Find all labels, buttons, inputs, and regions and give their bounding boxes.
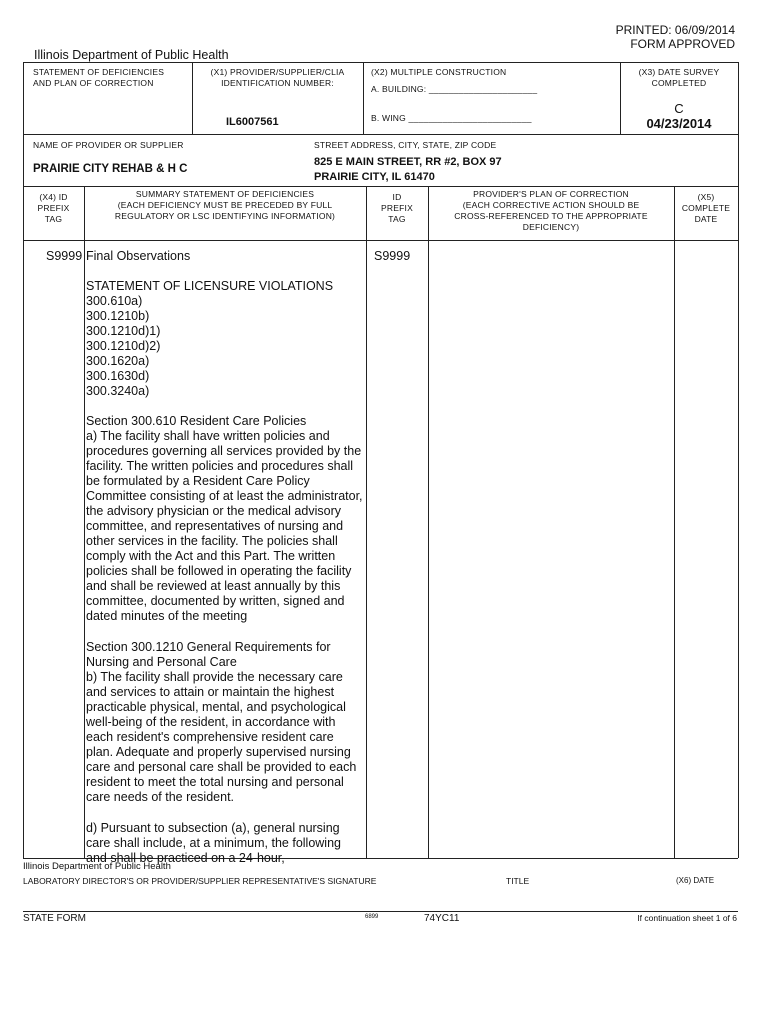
code-item: 300.1210d)1) bbox=[86, 324, 161, 338]
provider-name-label: NAME OF PROVIDER OR SUPPLIER bbox=[33, 140, 184, 150]
survey-code: C bbox=[674, 101, 684, 116]
tag-right: S9999 bbox=[374, 249, 411, 263]
address-label: STREET ADDRESS, CITY, STATE, ZIP CODE bbox=[314, 140, 497, 150]
x3-label-1: (X3) DATE SURVEY bbox=[638, 67, 720, 77]
state-form-label: STATE FORM bbox=[23, 913, 86, 924]
code-item: 300.1630d) bbox=[86, 369, 150, 383]
signature-label: LABORATORY DIRECTOR'S OR PROVIDER/SUPPLIER REPRESENTATIVE'S SIGNATURE bbox=[23, 876, 377, 886]
tag-left: S9999 bbox=[46, 249, 83, 263]
form-code: 74YC11 bbox=[424, 913, 460, 924]
violations-heading: STATEMENT OF LICENSURE VIOLATIONS bbox=[86, 279, 334, 293]
footer-agency: Illinois Department of Public Health bbox=[23, 861, 171, 872]
plan-header-1: PROVIDER'S PLAN OF CORRECTION bbox=[473, 189, 629, 199]
id-header-3: TAG bbox=[388, 214, 406, 224]
x1-label-1: (X1) PROVIDER/SUPPLIER/CLIA bbox=[210, 67, 345, 77]
summary-header-3: REGULATORY OR LSC IDENTIFYING INFORMATION) bbox=[114, 211, 336, 221]
x3-label-2: COMPLETED bbox=[651, 78, 707, 88]
x4-header-2: PREFIX bbox=[37, 203, 70, 213]
code-list bbox=[86, 294, 364, 399]
x2-label: (X2) MULTIPLE CONSTRUCTION bbox=[371, 67, 507, 77]
continuation-sheet: If continuation sheet 1 of 6 bbox=[637, 913, 737, 923]
code-item: 300.1210b) bbox=[86, 309, 150, 323]
code-item: 300.1210d)2) bbox=[86, 339, 161, 353]
x5-header-1: (X5) bbox=[697, 192, 715, 202]
plan-header-2: (EACH CORRECTIVE ACTION SHOULD BE bbox=[462, 200, 640, 210]
summary-header-2: (EACH DEFICIENCY MUST BE PRECEDED BY FULL bbox=[117, 200, 333, 210]
code-item: 300.3240a) bbox=[86, 384, 150, 398]
plan-header-4: DEFICIENCY) bbox=[522, 222, 580, 232]
observation-title: Final Observations bbox=[86, 249, 191, 263]
wing-line: B. WING _________________________ bbox=[371, 113, 532, 123]
provider-id: IL6007561 bbox=[226, 116, 279, 128]
form-approved: FORM APPROVED bbox=[630, 37, 735, 51]
address-line-2: PRAIRIE CITY, IL 61470 bbox=[314, 171, 435, 183]
survey-date: 04/23/2014 bbox=[646, 116, 712, 131]
statement-label-1: STATEMENT OF DEFICIENCIES bbox=[33, 67, 165, 77]
paragraph-nursing-care: d) Pursuant to subsection (a), general nursing care shall include, at a minimum, the following and shall be practiced on a 24-hour, bbox=[86, 821, 341, 865]
date-label: (X6) DATE bbox=[676, 876, 715, 885]
code-item: 300.610a) bbox=[86, 294, 143, 308]
id-header-2: PREFIX bbox=[381, 203, 413, 213]
x5-header-3: DATE bbox=[694, 214, 718, 224]
paragraph-general-requirements: Section 300.1210 General Requirements for Nursing and Personal Care b) The facility shall provide the necessary care and services to attain or maintain the highest practicable physical, mental, and psychological well-being of the resident, in accordance with each resident's comprehensive resident care plan. Adequate and properly supervised nursing care and personal care shall be provided to each resident to meet the total nursing and personal care needs of the resident. bbox=[86, 640, 357, 804]
x4-header-1: (X4) ID bbox=[39, 192, 68, 202]
address-line-1: 825 E MAIN STREET, RR #2, BOX 97 bbox=[314, 156, 502, 168]
x4-header-3: TAG bbox=[44, 214, 63, 224]
provider-name: PRAIRIE CITY REHAB & H C bbox=[33, 163, 188, 175]
form-code-small: 6899 bbox=[365, 914, 379, 920]
agency-title: Illinois Department of Public Health bbox=[34, 48, 229, 62]
plan-header-3: CROSS-REFERENCED TO THE APPROPRIATE bbox=[454, 211, 648, 221]
x5-header-2: COMPLETE bbox=[681, 203, 731, 213]
code-item: 300.1620a) bbox=[86, 354, 150, 368]
paragraph-resident-care-policies: Section 300.610 Resident Care Policies a) The facility shall have written policies and procedures governing all services provided by the facility. The written policies and procedures shall be formulated by a Resident Care Policy Committee consisting of at least the administrator, the advisory physician or the medical advisory committee, and representatives of nursing and other services in the facility. The policies shall comply with the Act and this Part. The written policies shall be followed in operating the facility and shall be reviewed at least annually by this committee, documented by written, signed and dated minutes of the meeting bbox=[86, 414, 363, 623]
id-header-1: ID bbox=[392, 192, 402, 202]
statement-label-2: AND PLAN OF CORRECTION bbox=[33, 78, 154, 88]
summary-header-1: SUMMARY STATEMENT OF DEFICIENCIES bbox=[135, 189, 315, 199]
building-line: A. BUILDING: ______________________ bbox=[371, 84, 538, 94]
title-label: TITLE bbox=[506, 876, 530, 886]
x1-label-2: IDENTIFICATION NUMBER: bbox=[221, 78, 334, 88]
printed-date: PRINTED: 06/09/2014 bbox=[615, 23, 735, 37]
